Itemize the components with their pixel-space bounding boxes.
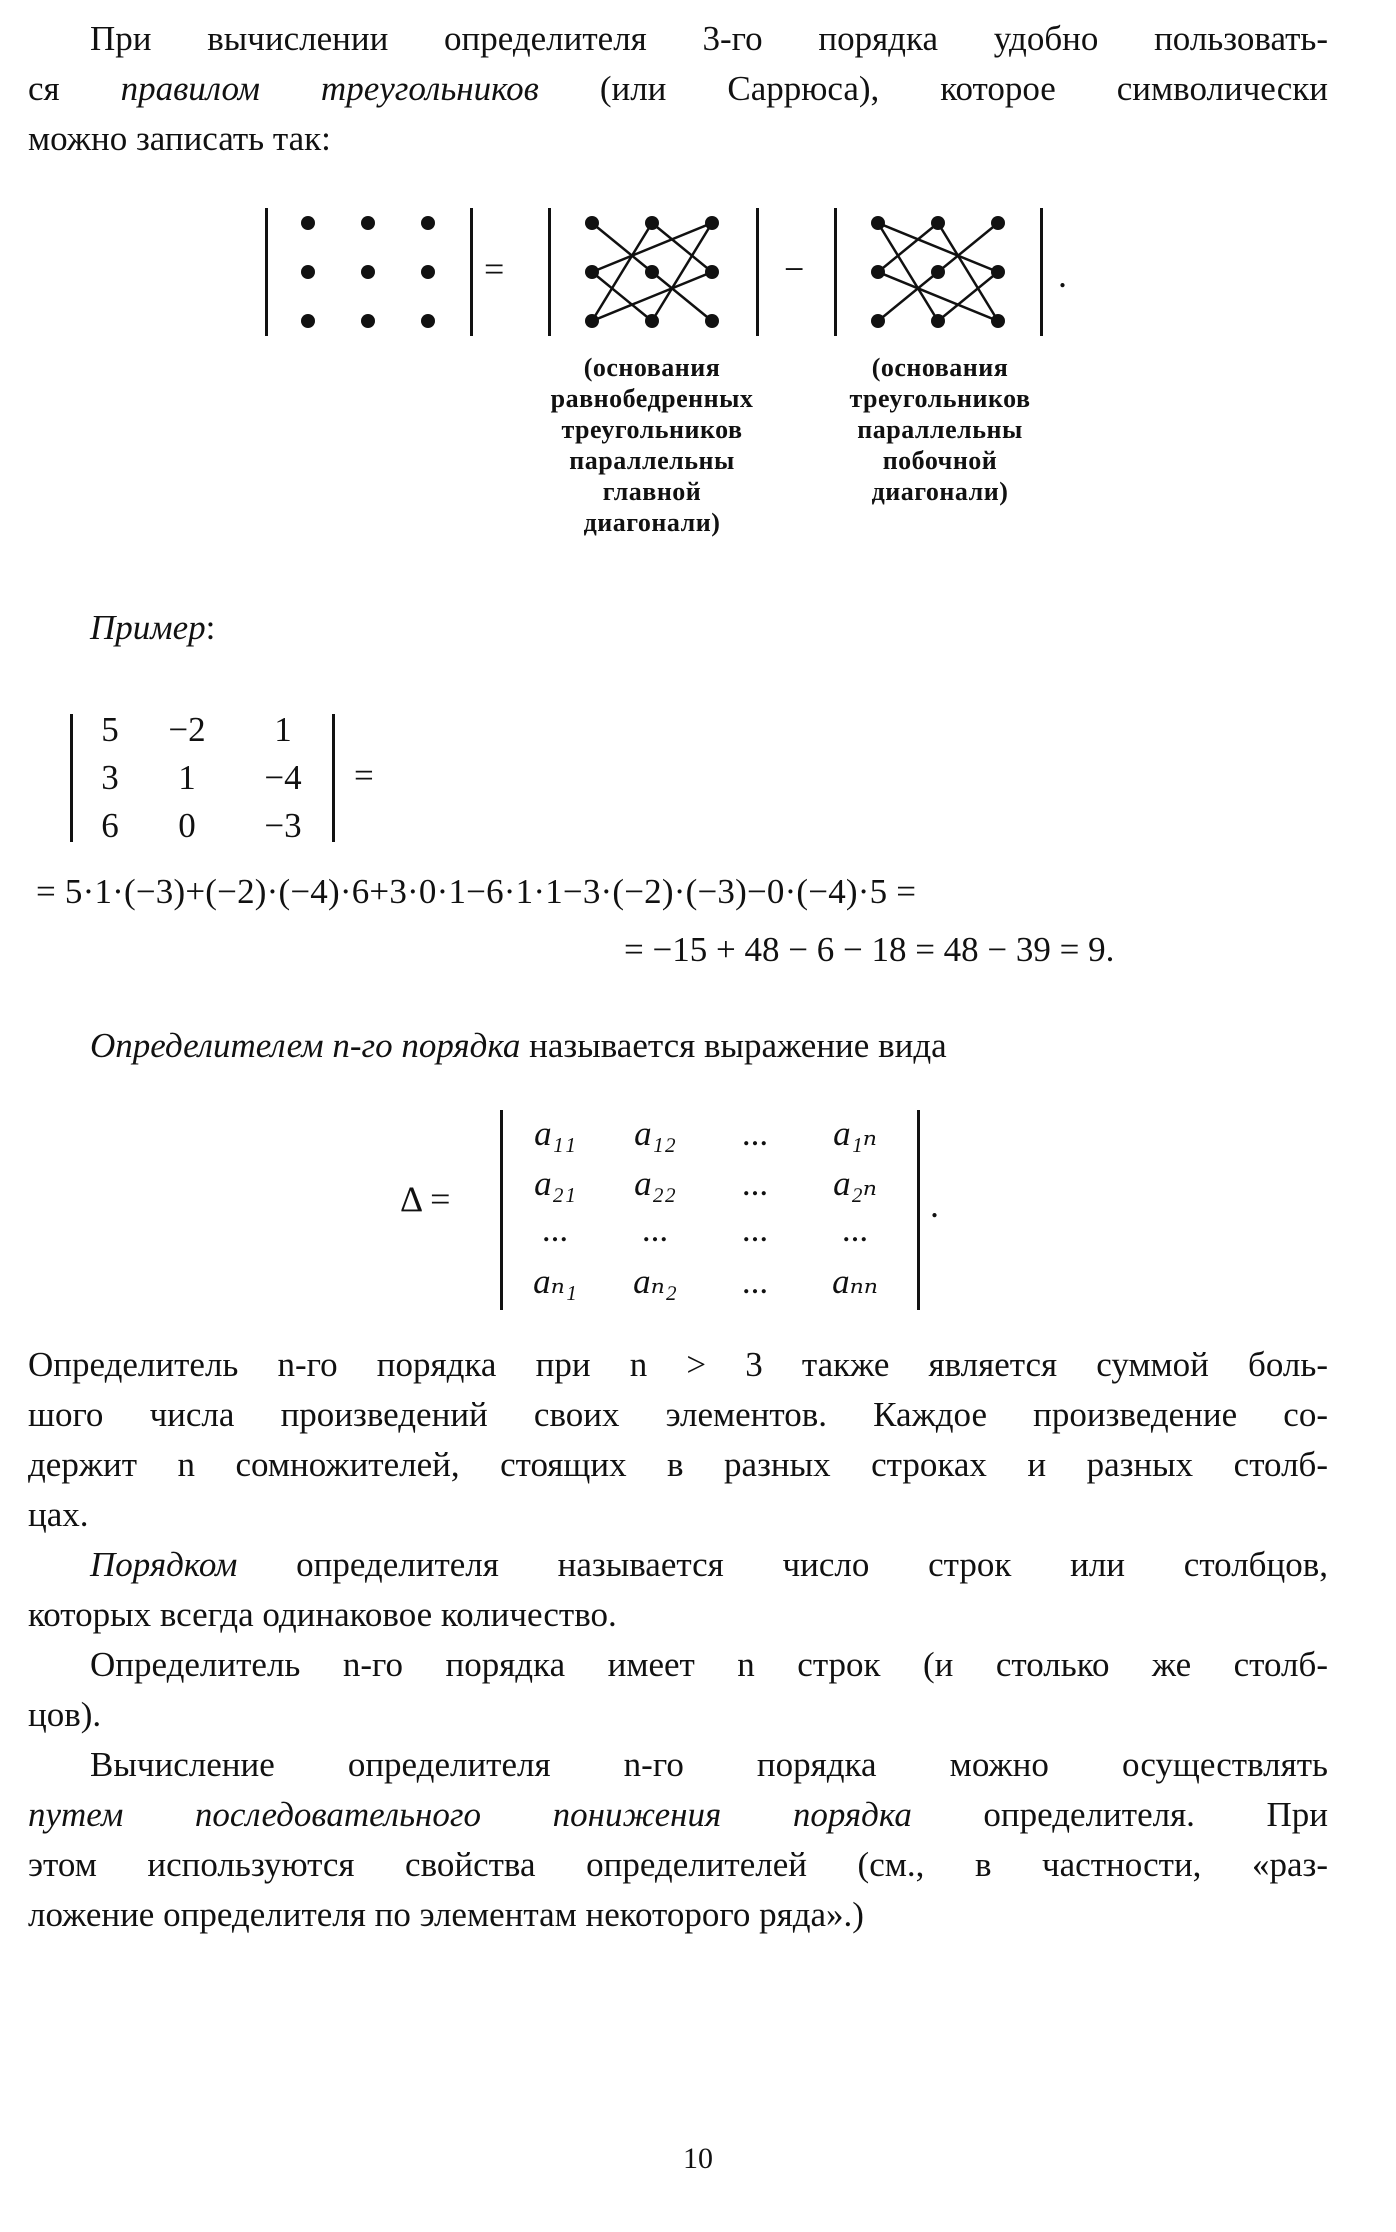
det1-dots	[301, 216, 435, 328]
example-result: = −15 + 48 − 6 − 18 = 48 − 39 = 9.	[624, 930, 1115, 969]
example-cell: 6	[101, 806, 119, 845]
delta-period: .	[930, 1185, 939, 1225]
definition-term: Определителем n-го порядка	[90, 1026, 521, 1065]
delta-cell: ...	[741, 1262, 769, 1301]
example-cell: 0	[178, 806, 196, 845]
intro-line-1: При вычислении определителя 3-го порядка удобно пользовать-	[90, 19, 1328, 58]
det1-left-bar	[265, 208, 268, 336]
det1-right-bar	[470, 208, 473, 336]
sarrus-rule-term: правилом треугольников	[120, 69, 539, 108]
delta-cell: a₁₁	[534, 1114, 576, 1153]
example-cell: 3	[101, 758, 119, 797]
reduction-term: путем последовательного понижения порядка	[28, 1795, 912, 1834]
paragraph-reduction: Вычисление определителя n-го порядка можно осуществлять путем последовательного понижения порядка определителя. При этом используются свойства определителей (см., в частности, «раз- ложение определителя по элементам некоторого ряда».)	[28, 1745, 1328, 1934]
delta-cell: ...	[641, 1210, 669, 1249]
example-label: Пример:	[90, 608, 216, 647]
sarrus-equals: =	[484, 249, 505, 289]
example-cell: 5	[101, 710, 119, 749]
intro-paragraph	[28, 14, 1328, 164]
example-cell: 1	[178, 758, 196, 797]
delta-cell: aₙ₂	[633, 1262, 677, 1301]
det3-left-bar	[834, 208, 837, 336]
example-cell: −4	[264, 758, 302, 797]
det2-left-bar	[548, 208, 551, 336]
delta-right-bar	[917, 1110, 920, 1310]
example-cell: 1	[274, 710, 292, 749]
intro-line-2: ся правилом треугольников (или Саррюса), которое символически	[28, 69, 1328, 108]
paragraph-rows: Определитель n-го порядка имеет n строк (и столько же столб- цов).	[28, 1645, 1328, 1734]
delta-cell: a₂ₙ	[833, 1164, 877, 1203]
caption-side-diagonal: (основания треугольников параллельны побочной диагонали)	[849, 353, 1031, 506]
paragraph-order-sum: Определитель n-го порядка при n > 3 также является суммой боль- шого числа произведений своих элементов. Каждое произведение со- держит n сомножителей, стоящих в разных строках и разных столб- цах.	[28, 1345, 1328, 1534]
delta-cell: aₙ₁	[533, 1262, 577, 1301]
delta-cell: a₁₂	[634, 1114, 676, 1153]
delta-symbol: Δ =	[400, 1179, 451, 1219]
example-expansion: = 5·1·(−3)+(−2)·(−4)·6+3·0·1−6·1·1−3·(−2)·(−3)−0·(−4)·5 =	[36, 872, 917, 911]
order-term: Порядком	[90, 1545, 238, 1584]
delta-cell: aₙₙ	[832, 1262, 878, 1301]
delta-cell: ...	[541, 1210, 569, 1249]
delta-cell: a₂₁	[534, 1164, 576, 1203]
intro-line-3: можно записать так:	[28, 119, 331, 158]
delta-cell: ...	[741, 1114, 769, 1153]
page-number: 10	[683, 2142, 713, 2175]
example-cell: −2	[168, 710, 206, 749]
definition-line: Определителем n-го порядка называется выражение вида	[90, 1026, 947, 1065]
delta-cell: ...	[741, 1210, 769, 1249]
sarrus-period: .	[1058, 255, 1067, 295]
example-cell: −3	[264, 806, 302, 845]
det2-right-bar	[756, 208, 759, 336]
delta-cell: a₁ₙ	[833, 1114, 877, 1153]
paragraph-order-definition: Порядком определителя называется число строк или столбцов, которых всегда одинаковое количество.	[28, 1545, 1328, 1634]
delta-cell: a₂₂	[634, 1164, 676, 1203]
caption-main-diagonal: (основания равнобедренных треугольников параллельны главной диагонали)	[550, 353, 754, 537]
sarrus-minus: −	[784, 249, 805, 289]
delta-cell: ...	[841, 1210, 869, 1249]
delta-cell: ...	[741, 1164, 769, 1203]
example-equals: =	[354, 756, 374, 795]
det3-right-bar	[1040, 208, 1043, 336]
